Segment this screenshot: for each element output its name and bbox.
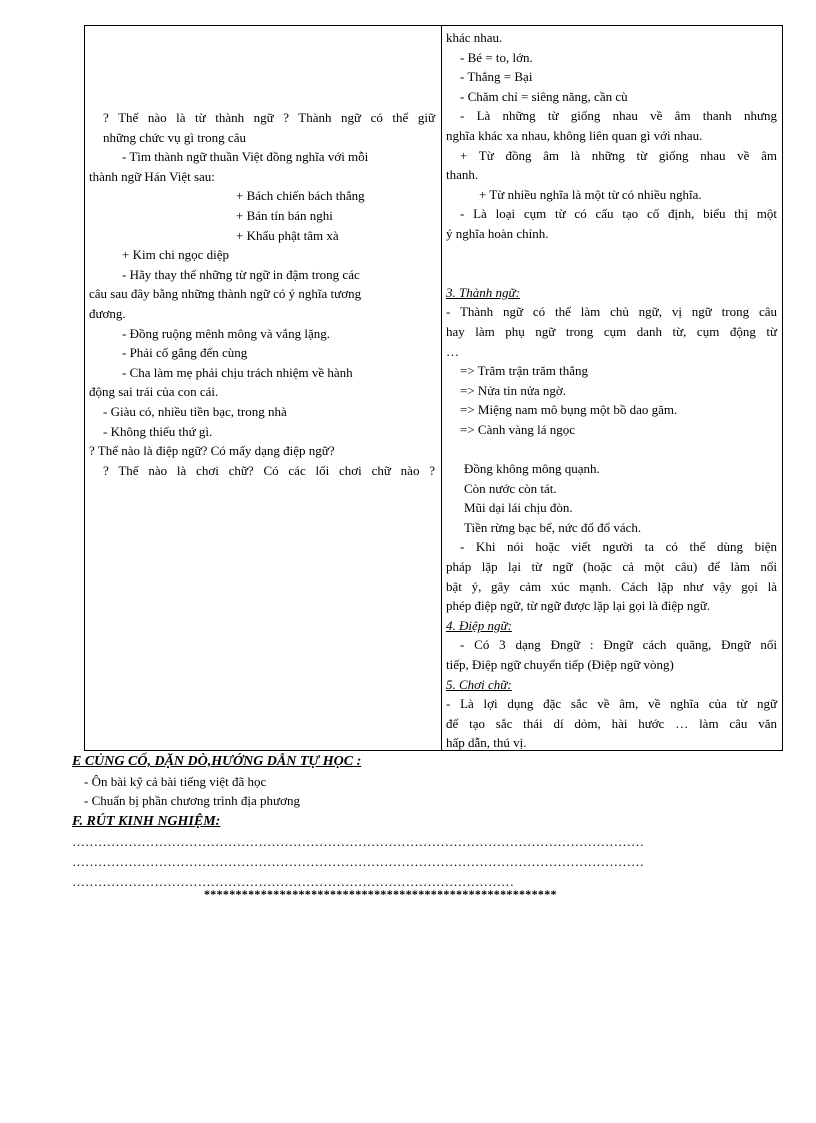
right-column-line: Đồng không mông quạnh. xyxy=(464,461,600,477)
right-column-line: => Cành vàng lá ngọc xyxy=(460,421,576,437)
right-column-line: - Bé = to, lớn. xyxy=(460,49,533,65)
right-column-line: - Thắng = Bại xyxy=(460,69,533,85)
left-column-line: - Đồng ruộng mênh mông và vắng lặng. xyxy=(122,325,330,341)
right-column-line: - Là lợi dụng đặc sắc về âm, về nghĩa của từ ngữ xyxy=(446,696,777,712)
right-column-line: 4. Điệp ngữ: xyxy=(446,617,512,633)
right-column-line: => Miệng nam mô bụng một bồ dao găm. xyxy=(460,402,678,418)
right-column-line: => Nửa tin nửa ngờ. xyxy=(460,382,567,398)
right-column-line: nghĩa khác xa nhau, không liên quan gì với nhau. xyxy=(446,127,703,143)
right-column-line: Mũi dại lái chịu đòn. xyxy=(464,500,573,516)
section-e-item: - Chuẩn bị phần chương trình địa phương xyxy=(84,793,300,809)
right-column-line: - Chăm chỉ = siêng năng, cần cù xyxy=(460,88,628,104)
section-e-item: - Ôn bài kỹ cả bài tiếng việt đã học xyxy=(84,773,267,789)
right-column-line: hay làm phụ ngữ trong cụm danh từ, cụm động từ xyxy=(446,323,777,339)
left-column-line: - Cha làm mẹ phải chịu trách nhiệm về hành xyxy=(122,364,353,380)
lesson-table xyxy=(84,25,783,751)
left-column-line: đương. xyxy=(89,305,126,321)
right-column-line: + Từ đồng âm là những từ giống nhau về âm xyxy=(460,147,777,163)
left-column-line: câu sau đây bằng những thành ngữ có ý nghĩa tương xyxy=(89,286,362,302)
notes-line: …………………………………………………………………………………………………………………… xyxy=(72,834,644,849)
right-column-line: - Có 3 dạng Đngữ : Đngữ cách quãng, Đngữ nối xyxy=(460,637,777,653)
right-column-line: => Trăm trận trăm thắng xyxy=(460,363,589,379)
right-column-line: - Khi nói hoặc viết người ta có thể dùng biện xyxy=(460,539,777,555)
right-column-line: ý nghĩa hoàn chỉnh. xyxy=(446,225,549,241)
right-column-line: Còn nước còn tát. xyxy=(464,480,557,496)
right-column-line: - Là những từ giống nhau về âm thanh nhưng xyxy=(460,108,777,124)
notes-line: …………………………………………………………………………………………………………………… xyxy=(72,854,644,869)
left-column-line: ? Thế nào là điệp ngữ? Có mấy dạng điệp ngữ? xyxy=(89,443,335,459)
left-column-line: + Bán tín bán nghi xyxy=(236,207,333,223)
right-column-line: Tiền rừng bạc bể, nức đố đổ vách. xyxy=(464,519,642,535)
right-column-line: - Là loại cụm từ có cấu tạo cố định, biểu thị một xyxy=(460,206,777,222)
right-column-line: - Thành ngữ có thể làm chủ ngữ, vị ngữ trong câu xyxy=(446,304,777,320)
left-column-line: - Phải cố gắng đến cùng xyxy=(122,345,248,361)
left-column-line: - Tìm thành ngữ thuần Việt đồng nghĩa với mỗi xyxy=(122,149,369,165)
left-column-line: động sai trái của con cái. xyxy=(89,384,219,400)
right-column-line: 3. Thành ngữ: xyxy=(446,284,520,300)
section-e xyxy=(72,752,361,811)
right-column-line: + Từ nhiều nghĩa là một từ có nhiều nghĩa. xyxy=(479,186,702,202)
left-column-line: ? Thế nào là chơi chữ? Có các lối chơi chữ nào ? xyxy=(103,462,435,478)
left-column-line: - Không thiếu thứ gì. xyxy=(103,423,213,439)
right-column-line: 5. Chơi chữ: xyxy=(446,676,512,692)
section-f-title: F. RÚT KINH NGHIỆM: xyxy=(72,814,221,829)
left-column-line: + Bách chiến bách thắng xyxy=(236,188,365,204)
right-column-line: khác nhau. xyxy=(446,30,503,45)
answers-column xyxy=(446,28,777,753)
right-column-line: hấp dẫn, thú vị. xyxy=(446,735,527,751)
column-divider xyxy=(441,26,442,750)
right-column-line: bật ý, gây cảm xúc mạnh. Cách lặp như vậy gọi là xyxy=(446,578,777,594)
left-column-line: + Kim chi ngọc diệp xyxy=(122,247,229,263)
section-f xyxy=(72,812,220,832)
right-column-line: … xyxy=(446,343,459,359)
separator-stars: ******************************************************** xyxy=(204,887,557,901)
right-column-line: tiếp, Điệp ngữ chuyển tiếp (Điệp ngữ vòng) xyxy=(446,657,674,672)
right-column-line xyxy=(446,244,777,264)
notes-line: ………………………………………………………………………………………… xyxy=(72,874,514,889)
right-column-line xyxy=(446,263,777,283)
right-column-line: phép điệp ngữ, từ ngữ được lặp lại gọi là điệp ngữ. xyxy=(446,598,711,614)
right-column-line xyxy=(446,439,777,459)
left-column-line: - Hãy thay thế những từ ngữ in đậm trong các xyxy=(122,266,360,282)
teacher-questions-column xyxy=(89,108,435,480)
left-column-line: - Giàu có, nhiều tiền bạc, trong nhà xyxy=(103,403,287,419)
left-column-line: ? Thế nào là từ thành ngữ ? Thành ngữ có thể giữ xyxy=(103,110,435,125)
right-column-line: pháp lặp lại từ ngữ (hoặc cả một câu) để làm nổi xyxy=(446,559,777,575)
left-column-line: thành ngữ Hán Việt sau: xyxy=(89,168,215,184)
right-column-line: để tạo sắc thái dí dỏm, hài hước … làm câu văn xyxy=(446,715,777,731)
right-column-line: thanh. xyxy=(446,167,479,183)
left-column-line: những chức vụ gì trong câu xyxy=(103,129,246,145)
left-column-line: + Khẩu phật tâm xà xyxy=(236,227,339,243)
section-e-title: E CỦNG CỐ, DẶN DÒ,HƯỚNG DẪN TỰ HỌC : xyxy=(72,754,362,769)
